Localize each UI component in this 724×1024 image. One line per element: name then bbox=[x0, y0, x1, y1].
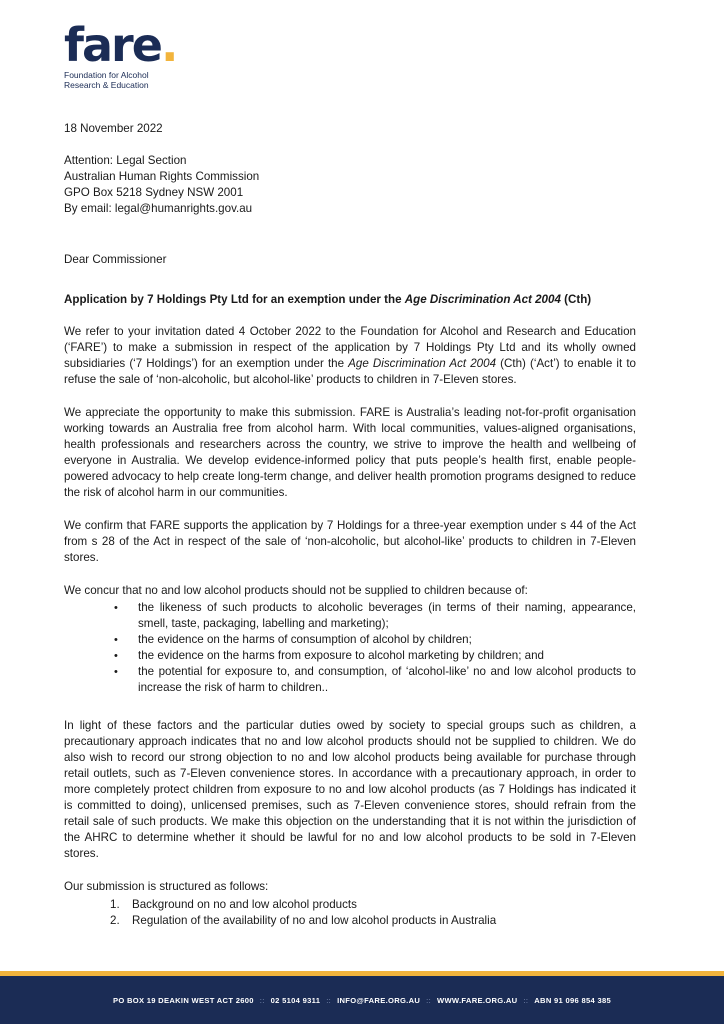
address-line: By email: legal@humanrights.gov.au bbox=[64, 202, 253, 215]
bullet-icon: • bbox=[114, 666, 118, 678]
address-line: GPO Box 5218 Sydney NSW 2001 bbox=[64, 186, 244, 199]
list-item: • the potential for exposure to, and consumption, of ‘alcohol-like’ no and low alcohol products to increase the risk of harm to children.. bbox=[114, 665, 636, 694]
footer-phone: 02 5104 9311 bbox=[270, 995, 321, 1005]
subject-line: Application by 7 Holdings Pty Ltd for an exemption under the Age Discrimination Act 2004 (Cth) bbox=[64, 293, 592, 306]
structure-list bbox=[110, 897, 636, 929]
list-item: 2. Regulation of the availability of no and low alcohol products in Australia bbox=[110, 914, 497, 927]
paragraph-structure: Our submission is structured as follows: bbox=[64, 880, 269, 893]
reasons-list bbox=[110, 600, 636, 696]
letter-date: 18 November 2022 bbox=[64, 122, 163, 135]
bullet-icon: • bbox=[114, 650, 118, 662]
list-item: • the likeness of such products to alcoholic beverages (in terms of their naming, appearance, smell, taste, packaging, labelling and marketing); bbox=[114, 601, 636, 630]
list-item: • the evidence on the harms from exposure to alcohol marketing by children; and bbox=[114, 649, 545, 662]
footer-separator: :: bbox=[523, 995, 529, 1005]
footer-address: PO BOX 19 DEAKIN WEST ACT 2600 bbox=[112, 995, 254, 1005]
logo-subtitle: Foundation for Alcohol Research & Education bbox=[64, 70, 149, 90]
address-line: Australian Human Rights Commission bbox=[64, 170, 260, 183]
paragraph-support: We confirm that FARE supports the application by 7 Holdings for a three-year exemption under s 44 of the Act from s 28 of the Act in respect of the sale of ‘non-alcoholic, but alcohol-like’ products to children in 7-Eleven stores. bbox=[64, 519, 636, 564]
address-line: Attention: Legal Section bbox=[64, 154, 187, 167]
paragraph-concur: We concur that no and low alcohol products should not be supplied to children because of: bbox=[64, 584, 528, 597]
list-item: 1. Background on no and low alcohol products bbox=[110, 898, 357, 911]
footer-email: INFO@FARE.ORG.AU bbox=[337, 995, 421, 1005]
paragraph-precautionary: In light of these factors and the particular duties owed by society to special groups such as children, a precautionary approach indicates that no and low alcohol products should not be supplied to children. We do also wish to record our strong objection to no and low alcohol products being available for purchase through retail outlets, such as 7-Eleven convenience stores. In accordance with a precautionary approach, in order to more completely protect children from exposure to no and low alcohol products (as 7 Holdings has indicated it is committed to doing), unlicensed premises, such as 7-Eleven convenience stores, should refrain from the retail sale of such products. We make this objection on the understanding that it is not within the jurisdiction of the AHRC to determine whether it should be lawful for no and low alcohol products to be sold in 7-Eleven stores. bbox=[64, 719, 636, 860]
list-item: • the evidence on the harms of consumption of alcohol by children; bbox=[114, 633, 472, 646]
footer-separator: :: bbox=[426, 995, 431, 1005]
logo-wordmark: fare. bbox=[64, 18, 177, 72]
bullet-icon: • bbox=[114, 602, 118, 614]
footer-abn: ABN 91 096 854 385 bbox=[534, 995, 612, 1005]
paragraph-intro: We refer to your invitation dated 4 October 2022 to the Foundation for Alcohol and Research and Education (‘FARE’) to make a submission in respect of the application by 7 Holdings Pty Ltd and its wholly owned subsidiaries (‘7 Holdings’) for an exemption under the Age Discrimination Act 2004 (Cth) (‘Act’) to enable it to refuse the sale of ‘non-alcoholic, but alcohol-like’ products to children in 7-Eleven stores. bbox=[64, 325, 636, 386]
recipient-address bbox=[64, 153, 636, 217]
paragraph-about-fare: We appreciate the opportunity to make this submission. FARE is Australia’s leading not-for-profit organisation working towards an Australia free from alcohol harm. With local communities, values-aligned organisations, health professionals and researchers across the country, we strive to improve the health and wellbeing of everyone in Australia. We develop evidence-informed policy that puts people’s health first, enable people-powered advocacy to help create long-term change, and deliver health promotion programs designed to reduce the risk of alcohol harm in our communities. bbox=[64, 406, 636, 499]
footer-website: WWW.FARE.ORG.AU bbox=[437, 995, 518, 1005]
footer-separator: :: bbox=[259, 995, 265, 1005]
footer-contact-bar bbox=[0, 976, 724, 1024]
bullet-icon: • bbox=[114, 634, 118, 646]
footer-separator: :: bbox=[326, 995, 332, 1005]
fare-logo bbox=[64, 18, 177, 90]
salutation: Dear Commissioner bbox=[64, 253, 167, 266]
